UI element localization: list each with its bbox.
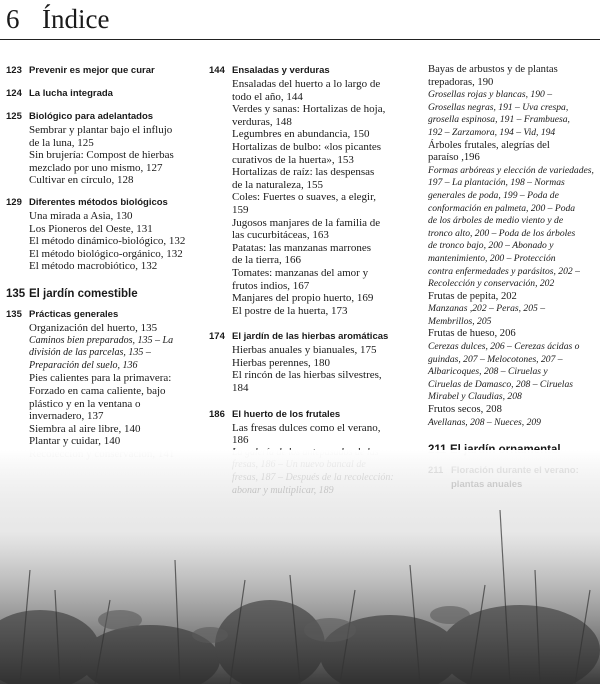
entry-subitems [29,322,204,335]
entry-line: mezclado por uno mismo, 127 [29,161,163,174]
index-column-3 [428,64,596,492]
entry-italic-subitems [29,335,204,373]
entry-line: grosella espinosa, 191 – Frambuesa, [428,114,570,126]
entry-line: Manzanas ,202 – Peras, 205 – [428,303,545,315]
entry-italic-subitems [428,165,596,291]
entry-line: Hortalizas de raíz: las despensas [232,166,375,179]
entry-italic-subitems [428,303,596,328]
entry-line: de la tierra, 166 [232,254,302,267]
entry-page-number: 124 [6,88,22,99]
entry-line: 184 [232,382,249,395]
index-entry-123 [6,64,204,78]
entry-line: contra enfermedades y parásitos, 202 – [428,265,580,277]
entry-subitems [232,422,419,447]
entry-line: 159 [232,203,249,216]
garden-photo [0,450,600,684]
entry-title: El huerto de los frutales [232,408,341,420]
entry-line: Verdes y sanas: Hortalizas de hoja, [232,103,386,116]
entry-line: Bayas de arbustos y de plantas [428,64,558,75]
entry-page-number: 125 [6,111,22,122]
entry-line: Recolección y conservación, 202 [428,278,555,290]
index-column-1 [6,64,204,460]
index-entry-174 [209,330,419,394]
entry-page-number: 135 [6,287,26,300]
entry-line: Forzado en cama caliente, bajo [29,384,166,397]
entry-line: Jugosos manjares de la familia de [232,216,381,229]
entry-line: Tomates: manzanas del amor y [232,266,369,279]
entry-line: 197 – La plantación, 198 – Normas [428,177,565,189]
entry-line: todo el año, 144 [232,90,303,103]
entry-subitems [29,210,204,273]
entry-line: Hierbas perennes, 180 [232,356,331,369]
entry-line: Siembra al aire libre, 140 [29,422,141,435]
entry-line: 192 – Zarzamora, 194 – Vid, 194 [428,126,556,138]
entry-line: Grosellas negras, 191 – Uva crespa, [428,101,569,113]
index-entry-125 [6,110,204,187]
entry-subitems [428,328,596,341]
entry-line: Legumbres en abundancia, 150 [232,128,370,141]
entry-subitems [428,404,596,417]
index-continuation [428,64,596,429]
entry-line: Organización del huerto, 135 [29,321,158,334]
entry-line: Una mirada a Asia, 130 [29,209,133,222]
entry-line: Sin brujería: Compost de hierbas [29,149,174,162]
entry-line: frutos indios, 167 [232,279,310,292]
entry-line: Caminos bien preparados, 135 – La [29,334,174,346]
entry-line: de la luna, 125 [29,136,94,149]
entry-line: Árboles frutales, alegrías del [428,139,550,151]
entry-line: guindas, 207 – Melocotones, 207 – [428,353,563,365]
entry-line: El método macrobiótico, 132 [29,260,158,273]
entry-title: Biológico para adelantados [29,111,154,122]
entry-title: Prevenir es mejor que curar [29,65,155,76]
entry-page-number: 186 [209,408,225,420]
entry-line: Los Pioneros del Oeste, 131 [29,222,153,235]
entry-line: las cucurbitáceas, 163 [232,229,329,242]
entry-line: Plantar y cuidar, 140 [29,435,121,448]
section-title: El jardín comestible [29,287,138,300]
entry-italic-subitems [428,417,596,430]
entry-title: La lucha integrada [29,88,113,99]
entry-line: Cultivar en círculo, 128 [29,174,134,187]
entry-line: Sembrar y plantar bajo el influjo [29,124,173,136]
entry-title: El jardín de las hierbas aromáticas [232,331,389,343]
entry-title: Diferentes métodos biológicos [29,196,168,208]
entry-line: El método biológico-orgánico, 132 [29,247,183,260]
entry-line: plástico y en la ventana o [29,397,141,410]
section-heading-135 [6,286,204,302]
entry-line: de tronco bajo, 200 – Abonado y [428,240,554,252]
entry-line: verduras, 148 [232,115,292,128]
header-rule [0,39,600,40]
entry-line: Frutas de hueso, 206 [428,328,516,340]
entry-page-number: 144 [209,65,225,76]
entry-line: invernadero, 137 [29,410,104,423]
entry-line: Frutos secos, 208 [428,404,502,416]
entry-line: Pies calientes para la primavera: [29,372,172,385]
entry-subitems [428,64,596,89]
entry-title: Prácticas generales [29,308,119,320]
entry-line: Ensaladas del huerto a lo largo de [232,78,381,90]
entry-italic-subitems [428,89,596,139]
entry-line: de los árboles de medio viento y de [428,215,564,227]
page-number: 6 [6,4,20,34]
entry-line: tronco alto, 200 – Poda de los árboles [428,227,576,239]
entry-line: Manjares del propio huerto, 169 [232,292,374,305]
entry-line: Preparación del suelo, 136 [29,359,138,371]
index-entry-144 [209,64,419,317]
index-entry-135 [6,308,204,461]
index-entry-124 [6,87,204,101]
entry-line: Hierbas anuales y bianuales, 175 [232,344,377,357]
entry-line: Avellanas, 208 – Nueces, 209 [428,416,541,428]
entry-subitems [29,124,204,187]
entry-line: El método dinámico-biológico, 132 [29,235,186,248]
entry-line: división de las parcelas, 135 – [29,347,151,359]
entry-line: Albaricoques, 208 – Ciruelas y [428,366,548,378]
entry-line: Coles: Fuertes o suaves, a elegir, [232,191,377,204]
entry-line: Ciruelas de Damasco, 208 – Ciruelas [428,378,573,390]
entry-line: 186 [232,434,249,447]
entry-line: curativos de la huerta», 153 [232,153,354,166]
entry-line: Frutas de pepita, 202 [428,290,517,302]
entry-subitems [232,78,419,317]
entry-line: paraíso ,196 [428,152,480,164]
entry-line: El rincón de las hierbas silvestres, [232,369,382,382]
entry-page-number: 123 [6,65,22,76]
entry-line: Mirabel y Claudias, 208 [428,391,522,403]
entry-italic-subitems [428,341,596,404]
entry-subitems [428,291,596,304]
entry-page-number: 174 [209,331,225,343]
index-column-2 [209,64,419,497]
index-entry-129 [6,196,204,273]
entry-subitems [29,372,204,460]
entry-line: de la naturaleza, 155 [232,178,324,191]
entry-subitems [232,344,419,394]
entry-line: Membrillos, 205 [428,315,492,327]
entry-title: Ensaladas y verduras [232,65,330,76]
entry-line: trepadoras, 190 [428,76,494,88]
entry-subitems [428,140,596,165]
entry-line: generales de poda, 199 – Poda de [428,189,559,201]
entry-line: Formas arbóreas y elección de variedades, [428,164,594,176]
entry-page-number: 129 [6,196,22,208]
entry-line: El postre de la huerta, 173 [232,304,348,317]
entry-line: Hortalizas de bulbo: «los picantes [232,140,382,153]
entry-page-number: 135 [6,308,22,320]
page-title: Índice [42,4,110,34]
entry-line: Patatas: las manzanas marrones [232,241,371,254]
entry-line: Grosellas rojas y blancas, 190 – [428,89,553,101]
page-header [0,0,600,40]
entry-line: Cerezas dulces, 206 – Cerezas ácidas o [428,341,580,353]
entry-line: mantenimiento, 200 – Protección [428,252,556,264]
entry-line: Las fresas dulces como el verano, [232,421,381,434]
entry-line: conformación en palmeta, 200 – Poda [428,202,576,214]
